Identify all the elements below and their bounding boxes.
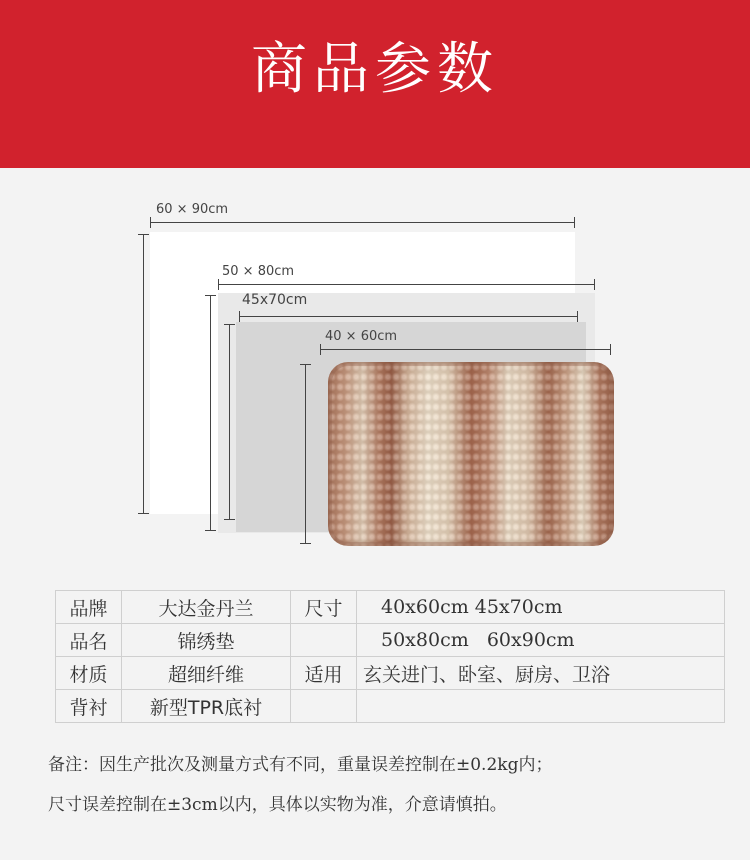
table-row <box>56 690 725 723</box>
spec-label: 背衬 <box>56 690 122 723</box>
height-line-45x70 <box>229 324 230 520</box>
height-line-60x90 <box>143 234 144 514</box>
spec-value: 大达金丹兰 <box>122 591 291 624</box>
spec-label: 材质 <box>56 657 122 690</box>
spec-value: 超细纤维 <box>122 657 291 690</box>
spec-label <box>291 690 357 723</box>
spec-value: 锦绣垫 <box>122 624 291 657</box>
size-label-60x90: 60 × 90cm <box>156 202 229 217</box>
spec-label: 品牌 <box>56 591 122 624</box>
width-line-40x60 <box>320 349 611 350</box>
height-line-50x80 <box>210 295 211 531</box>
spec-value: 玄关进门、卧室、厨房、卫浴 <box>357 657 725 690</box>
bath-mat-photo <box>328 362 614 546</box>
table-row <box>56 624 725 657</box>
header-banner <box>0 0 750 168</box>
spec-value <box>357 690 725 723</box>
page-title: 商品参数 <box>251 37 499 102</box>
table-row <box>56 657 725 690</box>
spec-table <box>55 590 725 723</box>
spec-value: 40x60cm 45x70cm <box>357 591 725 624</box>
width-line-60x90 <box>150 222 575 223</box>
spec-value: 新型TPR底衬 <box>122 690 291 723</box>
note-line-1: 备注：因生产批次及测量方式有不同，重量误差控制在±0.2kg内； <box>48 755 553 775</box>
table-row <box>56 591 725 624</box>
size-label-40x60: 40 × 60cm <box>325 329 398 344</box>
size-label-45x70: 45x70cm <box>242 292 308 308</box>
size-label-50x80: 50 × 80cm <box>222 264 295 279</box>
width-line-50x80 <box>218 284 595 285</box>
spec-label <box>291 624 357 657</box>
height-line-40x60 <box>305 364 306 544</box>
spec-label: 适用 <box>291 657 357 690</box>
spec-value: 50x80cm 60x90cm <box>357 624 725 657</box>
width-line-45x70 <box>239 316 578 317</box>
note-line-2: 尺寸误差控制在±3cm以内，具体以实物为准，介意请慎拍。 <box>48 795 507 815</box>
spec-label: 品名 <box>56 624 122 657</box>
spec-label: 尺寸 <box>291 591 357 624</box>
